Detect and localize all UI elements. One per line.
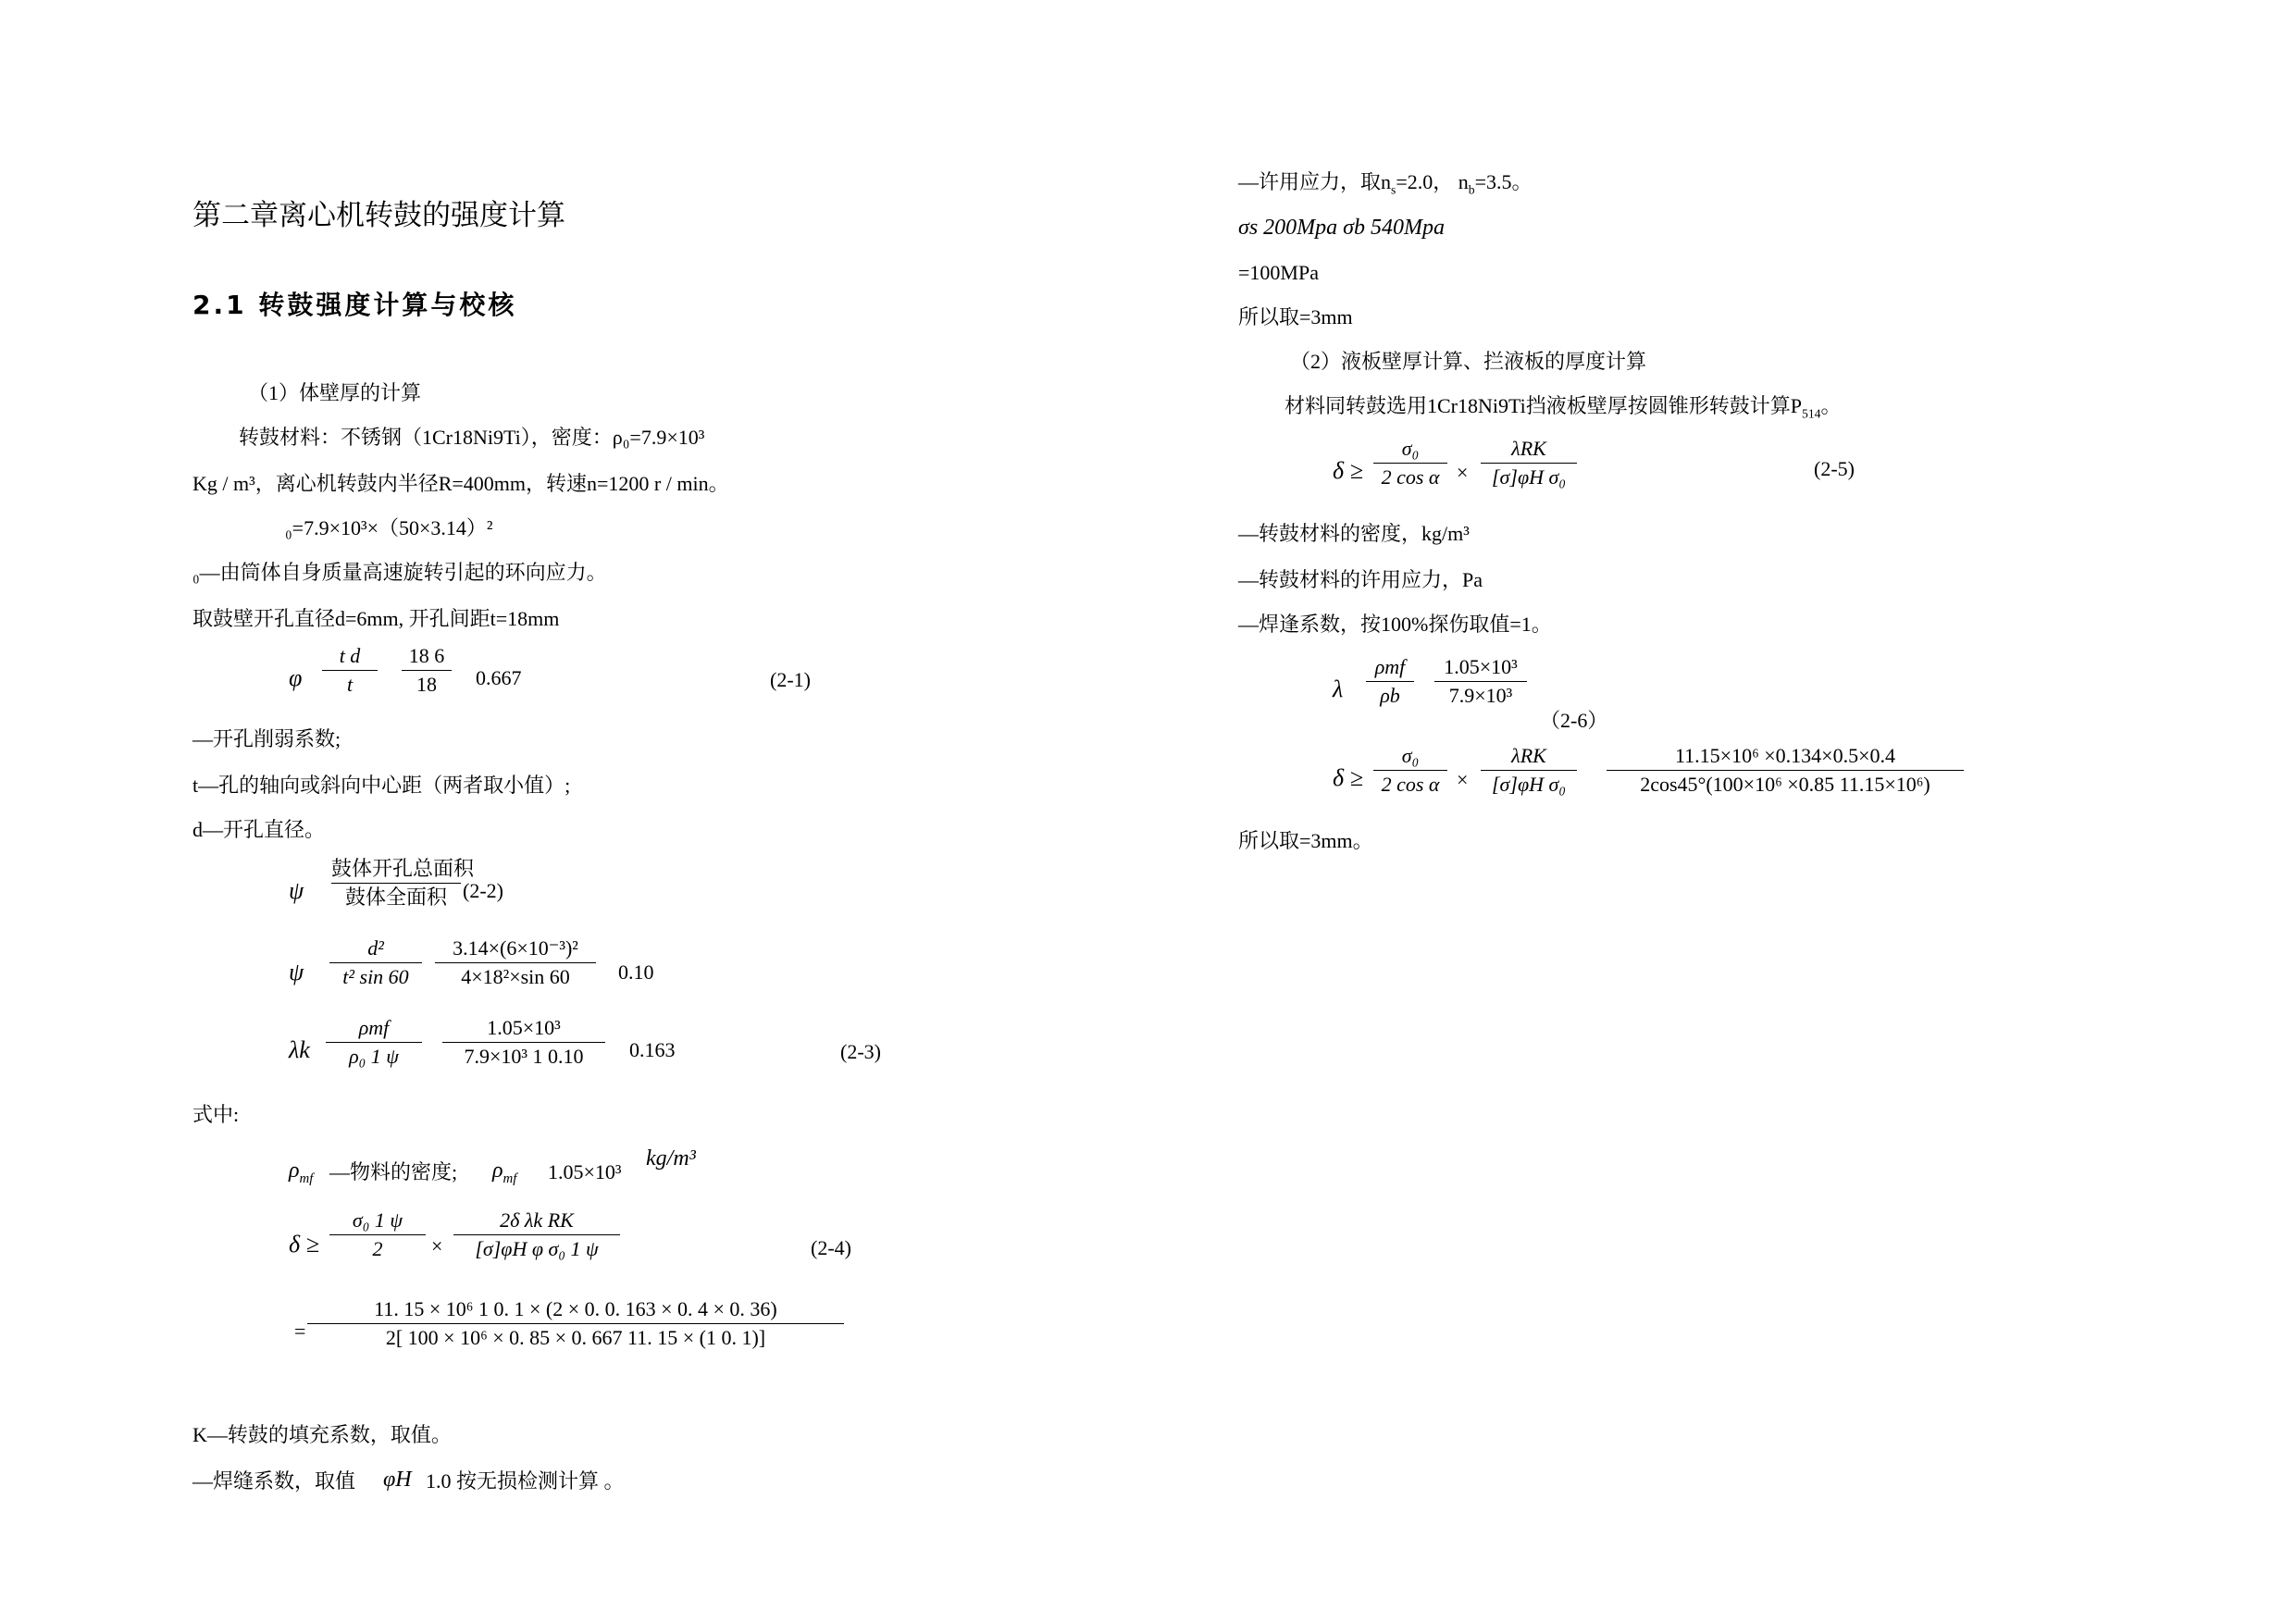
material2-text: 材料同转鼓选用1Cr18Ni9Ti挡液板壁厚按圆锥形转鼓计算P <box>1285 394 1803 417</box>
def-sigma-material: —转鼓材料的许用应力，Pa <box>1238 568 1483 591</box>
material-line1: 转鼓材料：不锈钢（1Cr18Ni9Ti），密度：ρ₀=7.9×10³ <box>239 426 705 449</box>
material-line2: Kg / m³，离心机转鼓内半径R=400mm，转速n=1200 r / min。 <box>192 472 729 495</box>
def-weld: —焊逢系数，按100%探伤取值=1。 <box>1238 613 1552 636</box>
material2-end: 。 <box>1820 394 1842 417</box>
eq6-number: （2-6） <box>1540 709 1608 732</box>
rho-symbol: $\rho_{mf}$ <box>289 1158 314 1186</box>
eq5-den1: 2 cos α <box>1381 465 1440 489</box>
def-rho-material: —转鼓材料的密度，kg/m³ <box>1238 522 1470 545</box>
take-3mm-final: 所以取=3mm。 <box>1238 829 1373 852</box>
eq5-fraction2 <box>1481 437 1577 489</box>
item1-heading: （1）体壁厚的计算 <box>248 381 422 404</box>
eq6-lhs: λ <box>1333 675 1344 702</box>
eq3-num1: ρmf <box>358 1016 390 1039</box>
k-definition: K—转鼓的填充系数，取值。 <box>192 1423 452 1446</box>
chapter-title: 第二章离心机转鼓的强度计算 <box>192 199 565 232</box>
eq3-den1: ρ₀ 1 ψ <box>349 1045 399 1068</box>
eq5-lhs: δ ≥ <box>1333 457 1363 484</box>
weld-definition-a: —焊缝系数，取值 <box>192 1469 356 1493</box>
rho-unit: kg/m³ <box>646 1146 696 1171</box>
hole-dimensions: 取鼓壁开孔直径d=6mm, 开孔间距t=18mm <box>192 607 560 630</box>
eq7-den1: 2 cos α <box>1381 773 1440 796</box>
sigma-values: σs 200Mpa σb 540Mpa <box>1238 216 1445 240</box>
def-t: t—孔的轴向或斜向中心距（两者取小值）; <box>192 774 571 797</box>
eq4-number: (2-4) <box>811 1236 851 1259</box>
eq6-fraction2 <box>1434 655 1527 708</box>
right-column <box>1238 0 2275 1623</box>
eq7-fraction1 <box>1373 744 1447 797</box>
eq2-fraction <box>331 857 475 910</box>
eq7-num1: σ₀ <box>1401 744 1420 767</box>
eq2b-den2: 4×18²×sin 60 <box>461 965 570 988</box>
rho-symbol-2: $\rho_{mf}$ <box>492 1158 517 1186</box>
eq2-num: 鼓体开孔总面积 <box>331 857 475 880</box>
eq4-fraction1 <box>329 1208 426 1261</box>
left-column <box>192 0 1173 1623</box>
eq4-den1: 2 <box>372 1237 383 1260</box>
eq5-fraction1 <box>1373 437 1447 489</box>
eq2b-den1: t² sin 60 <box>342 965 409 988</box>
eq6-num1: ρmf <box>1374 655 1406 678</box>
eq4-num2: 2δ λk RK <box>500 1208 574 1232</box>
eq5-den2: [σ]φH σ₀ <box>1491 465 1567 489</box>
eq5-num2: λRK <box>1511 437 1546 460</box>
eq4b-equals: = <box>294 1319 306 1343</box>
eq2b-lhs: ψ <box>289 959 304 985</box>
eq7-lhs: δ ≥ <box>1333 764 1363 791</box>
eq1-number: (2-1) <box>770 668 811 691</box>
eq2-den: 鼓体全面积 <box>344 886 447 909</box>
eq1-num1: t d <box>339 644 361 667</box>
eq4b-den: 2[ 100 × 10⁶ × 0. 85 × 0. 667 11. 15 × (1 0. 1)] <box>385 1326 766 1349</box>
eq1-fraction2 <box>402 644 452 697</box>
allow-text: —许用应力，取n <box>1238 170 1392 193</box>
eq6-num2: 1.05×10³ <box>1444 655 1518 678</box>
eq2b-fraction1 <box>329 936 422 989</box>
eq6-den1: ρb <box>1380 684 1400 707</box>
def-d: d—开孔直径。 <box>192 818 326 841</box>
allow-nb: b <box>1468 182 1475 197</box>
eq3-lhs: λk <box>289 1036 310 1063</box>
eq4-times: × <box>431 1234 443 1258</box>
eq4b-fraction <box>307 1297 844 1350</box>
eq2-lhs: ψ <box>289 877 304 904</box>
eq1-fraction1 <box>322 644 378 697</box>
eq3-fraction2 <box>442 1016 605 1069</box>
eq3-fraction1 <box>326 1016 422 1069</box>
eq1-result: 0.667 <box>476 666 522 689</box>
eq7-fraction2 <box>1481 744 1577 797</box>
eq6-den2: 7.9×10³ <box>1448 684 1513 707</box>
eq5-times: × <box>1457 461 1469 484</box>
eq7-num3: 11.15×10⁶ ×0.134×0.5×0.4 <box>1675 744 1895 767</box>
allowable-stress-line <box>1238 172 1532 196</box>
eq2b-num2: 3.14×(6×10⁻³)² <box>453 936 578 960</box>
eq3-den2: 7.9×10³ 1 0.10 <box>464 1045 584 1068</box>
eq2b-num1: d² <box>367 936 384 960</box>
allow-end: =3.5。 <box>1474 170 1533 193</box>
eq5-number: (2-5) <box>1814 457 1855 480</box>
def-phi: —开孔削弱系数; <box>192 727 341 750</box>
eq5-num1: σ₀ <box>1401 437 1420 460</box>
material2-sub: 514 <box>1802 406 1821 421</box>
eq2-number: (2-2) <box>463 879 503 902</box>
eq7-den2: [σ]φH σ₀ <box>1491 773 1567 796</box>
eq7-num2: λRK <box>1511 744 1546 767</box>
mpa-line: =100MPa <box>1238 261 1319 284</box>
rho-definition: —物料的密度; <box>329 1160 458 1183</box>
section-title: 2.1 转鼓强度计算与校核 <box>192 290 517 320</box>
eq7-fraction3 <box>1607 744 1964 797</box>
eq2b-result: 0.10 <box>618 960 654 984</box>
allow-ns: s <box>1391 182 1396 197</box>
eq1-den1: t <box>346 673 354 696</box>
eq3-result: 0.163 <box>629 1038 676 1061</box>
eq3-num2: 1.05×10³ <box>487 1016 561 1039</box>
eq6-fraction1 <box>1366 655 1414 708</box>
eq1-num2: 18 6 <box>408 644 445 667</box>
item2-heading: （2）液板壁厚计算、拦液板的厚度计算 <box>1290 350 1647 373</box>
eq7-den3: 2cos45°(100×10⁶ ×0.85 11.15×10⁶) <box>1640 773 1930 796</box>
eq7-times: × <box>1457 768 1469 791</box>
eq4-lhs: δ ≥ <box>289 1231 319 1258</box>
material2-line <box>1285 396 1841 420</box>
rho-value: 1.05×10³ <box>548 1160 622 1183</box>
sigma0-description: ₀—由筒体自身质量高速旋转引起的环向应力。 <box>192 561 607 584</box>
eq3-number: (2-3) <box>840 1040 881 1063</box>
take-3mm: 所以取=3mm <box>1238 305 1353 328</box>
eq4-fraction2 <box>453 1208 620 1261</box>
eq4-den2: [σ]φH φ σ₀ 1 ψ <box>475 1237 599 1260</box>
eq1-den2: 18 <box>416 673 437 696</box>
allow-mid: =2.0， n <box>1396 170 1469 193</box>
eq1-lhs: φ <box>289 664 303 691</box>
weld-definition-b: 1.0 按无损检测计算 。 <box>426 1469 625 1493</box>
weld-symbol: φH <box>383 1468 412 1492</box>
eq2b-fraction2 <box>435 936 596 989</box>
eq4-num1: σ₀ 1 ψ <box>352 1208 403 1232</box>
where-label: 式中: <box>192 1103 240 1126</box>
eq4b-num: 11. 15 × 10⁶ 1 0. 1 × (2 × 0. 0. 163 × 0. 4 × 0. 36) <box>374 1297 777 1320</box>
sigma0-expression: ₀=7.9×10³×（50×3.14）² <box>285 516 493 539</box>
